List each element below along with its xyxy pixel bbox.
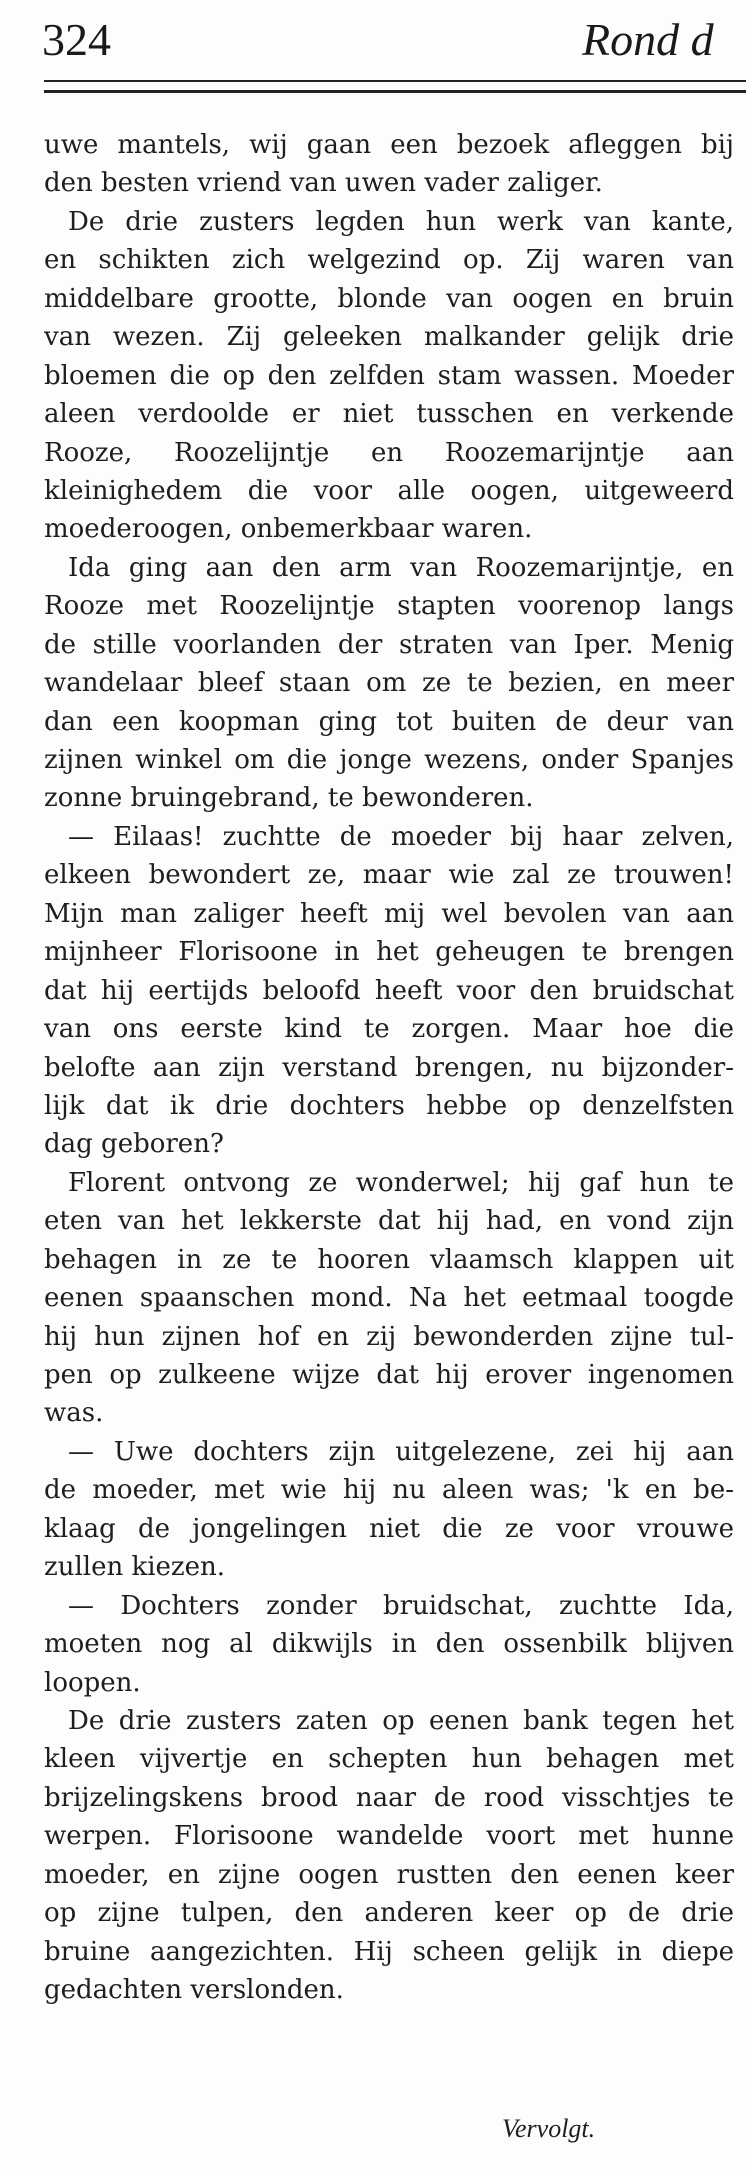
text-line: den besten vriend van uwen vader zaliger. — [44, 168, 603, 199]
text-line: behagen in ze te hooren vlaamsch klappen uit — [44, 1244, 734, 1275]
text-line: lijk dat ik drie dochters hebbe op denzelfsten — [44, 1090, 734, 1121]
text-line: hij hun zijnen hof en zij bewonderden zijne tul- — [44, 1321, 734, 1352]
text-line: — Uwe dochters zijn uitgelezene, zei hij aan — [68, 1436, 734, 1467]
text-line: kleinighedem die voor alle oogen, uitgeweerd — [44, 475, 734, 506]
text-line: bruine aangezichten. Hij scheen gelijk in diepe — [44, 1936, 734, 1967]
text-line: eten van het lekkerste dat hij had, en vond zijn — [44, 1206, 734, 1237]
text-line: brijzelingskens brood naar de rood visschtjes te — [44, 1782, 734, 1813]
text-line: was. — [44, 1398, 104, 1429]
text-line: — Eilaas! zuchtte de moeder bij haar zelven, — [68, 821, 734, 852]
text-line: moeten nog al dikwijls in den ossenbilk blijven — [44, 1629, 734, 1660]
text-line: pen op zulkeene wijze dat hij erover ingenomen — [44, 1360, 734, 1390]
page-header — [42, 12, 746, 72]
text-line: bloemen die op den zelfden stam wassen. Moeder — [44, 360, 734, 391]
text-line: moederoogen, onbemerkbaar waren. — [44, 514, 533, 545]
text-line: belofte aan zijn verstand brengen, nu bijzonder- — [44, 1052, 734, 1083]
header-rule-thin — [44, 80, 746, 82]
text-line: zijnen winkel om die jonge wezens, onder Spanjes — [44, 745, 734, 775]
text-line: aleen verdoolde er niet tusschen en verkende — [44, 399, 734, 430]
text-line: — Dochters zonder bruidschat, zuchtte Ida, — [68, 1590, 734, 1621]
text-line: Rooze, Roozelijntje en Roozemarijntje aan — [44, 437, 734, 468]
text-line: mijnheer Florisoone in het geheugen te brengen — [44, 937, 734, 968]
text-line: de moeder, met wie hij nu aleen was; 'k en be- — [44, 1475, 734, 1506]
text-line: van ons eerste kind te zorgen. Maar hoe die — [44, 1014, 734, 1045]
text-line: middelbare grootte, blonde van oogen en bruin — [44, 283, 734, 314]
text-line: dag geboren? — [44, 1129, 224, 1160]
text-line: dat hij eertijds beloofd heeft voor den bruidschat — [44, 975, 734, 1006]
text-line: Ida ging aan den arm van Roozemarijntje, en — [68, 552, 734, 583]
text-line: dan een koopman ging tot buiten de deur van — [44, 706, 734, 737]
text-line: klaag de jongelingen niet die ze voor vrouwe — [44, 1513, 734, 1544]
text-line: werpen. Florisoone wandelde voort met hunne — [44, 1821, 734, 1852]
text-line: gedachten verslonden. — [44, 1975, 344, 2005]
text-line: wandelaar bleef staan om ze te bezien, en meer — [44, 668, 734, 699]
text-line: op zijne tulpen, den anderen keer op de drie — [44, 1898, 734, 1929]
text-line: zonne bruingebrand, te bewonderen. — [44, 783, 534, 814]
header-rule-thick — [44, 90, 746, 93]
page-number: 324 — [42, 14, 111, 65]
text-line: Rooze met Roozelijntje stapten voorenop langs — [44, 591, 734, 622]
text-line: De drie zusters legden hun werk van kante, — [68, 206, 734, 237]
text-line: zullen kiezen. — [44, 1552, 226, 1583]
continued-note: Vervolgt. — [502, 2114, 596, 2143]
text-line: eenen spaanschen mond. Na het eetmaal toogde — [44, 1283, 734, 1314]
text-line: loopen. — [44, 1667, 141, 1698]
text-line: Florent ontvong ze wonderwel; hij gaf hun te — [68, 1167, 734, 1198]
text-line: de stille voorlanden der straten van Iper. Menig — [44, 629, 734, 660]
running-title: Rond d — [582, 14, 714, 65]
text-line: en schikten zich welgezind op. Zij waren van — [44, 245, 734, 276]
text-line: Mijn man zaliger heeft mij wel bevolen van aan — [44, 898, 734, 929]
text-line: moeder, en zijne oogen rustten den eenen keer — [44, 1859, 734, 1890]
text-line: uwe mantels, wij gaan een bezoek afleggen bij — [44, 130, 734, 160]
body-text — [44, 126, 734, 2009]
text-line: kleen vijvertje en schepten hun behagen met — [44, 1744, 734, 1775]
text-line: van wezen. Zij geleeken malkander gelijk drie — [44, 322, 734, 353]
text-line: De drie zusters zaten op eenen bank tegen het — [68, 1705, 734, 1736]
text-line: elkeen bewondert ze, maar wie zal ze trouwen! — [44, 860, 734, 891]
